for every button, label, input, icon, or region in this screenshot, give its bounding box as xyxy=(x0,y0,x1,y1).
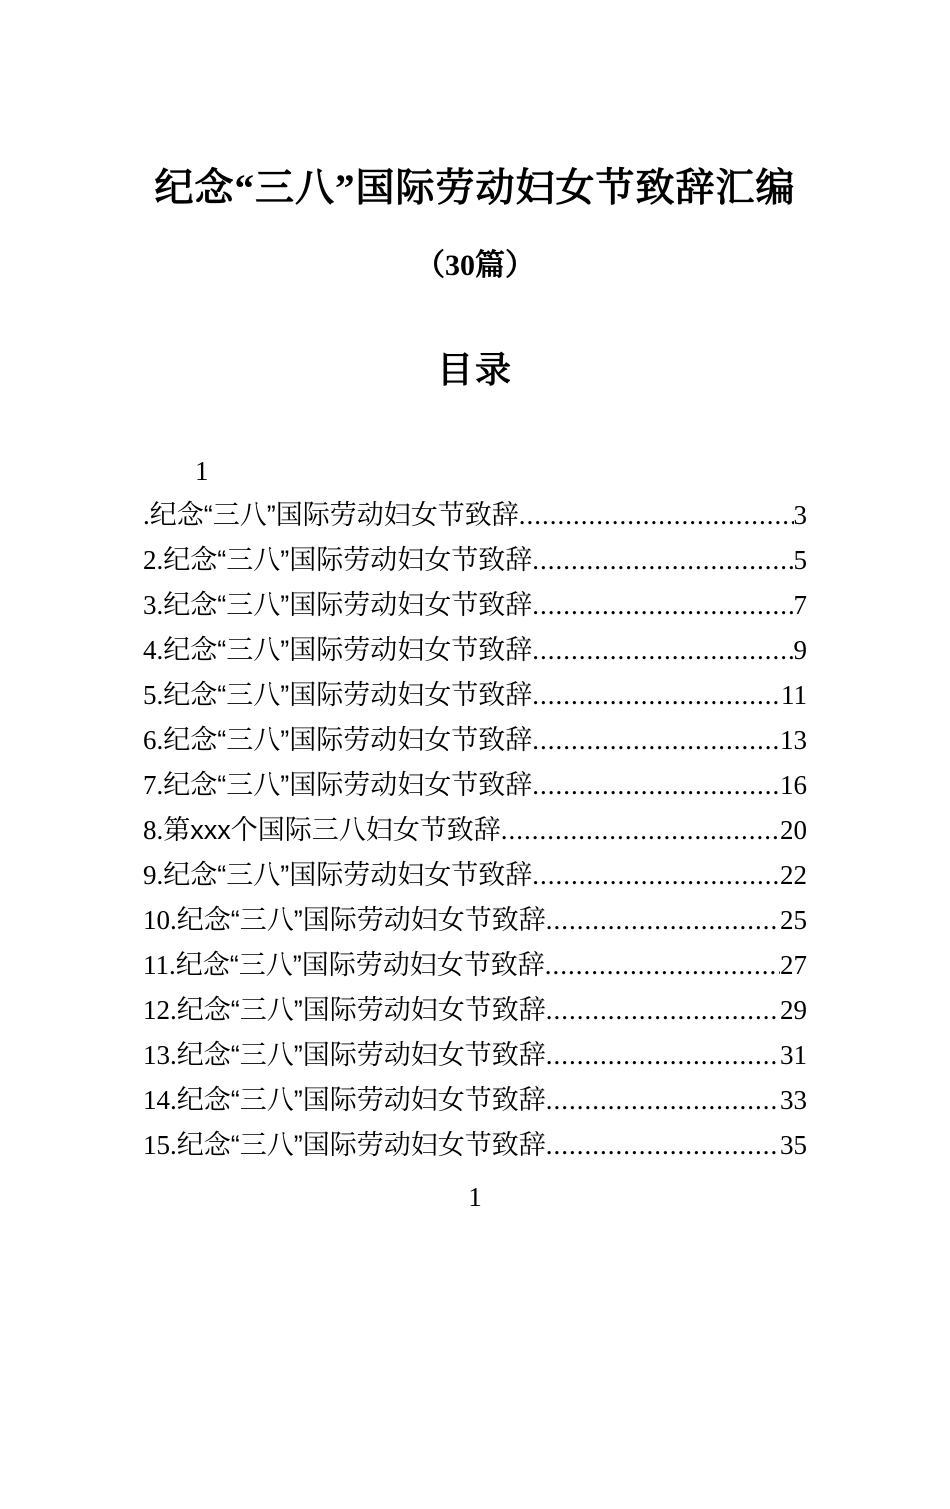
toc-leader-dots xyxy=(519,493,794,538)
toc-entry[interactable] xyxy=(143,988,807,1033)
toc-entry-title: 纪念“三八”国际劳动妇女节致辞 xyxy=(163,590,533,621)
toc-entry-number: . xyxy=(143,500,150,531)
toc-entry-number: 3. xyxy=(143,590,164,621)
toc-leader-dots xyxy=(546,1078,780,1123)
toc-leader-dots xyxy=(546,1033,780,1078)
toc-entry-page: 13 xyxy=(780,725,807,756)
document-title: 纪念“三八”国际劳动妇女节致辞汇编 xyxy=(154,167,796,210)
toc-entry[interactable] xyxy=(143,493,807,538)
toc-entry-number: 4. xyxy=(143,635,164,666)
toc-entry-title: 第xxx个国际三八妇女节致辞 xyxy=(163,815,501,846)
toc-entry[interactable] xyxy=(143,1123,807,1168)
toc-entry-page: 11 xyxy=(781,680,807,711)
toc-entry-title: 纪念“三八”国际劳动妇女节致辞 xyxy=(176,1040,546,1071)
toc-leader-dots xyxy=(501,808,780,853)
toc-entry-page: 29 xyxy=(780,995,807,1026)
toc-entry[interactable] xyxy=(143,943,807,988)
toc-entry[interactable] xyxy=(143,583,807,628)
toc-orphan-entry-number: 1 xyxy=(195,456,209,487)
toc-entry-title: 纪念“三八”国际劳动妇女节致辞 xyxy=(175,950,545,981)
toc-entry-number: 10. xyxy=(143,905,177,936)
toc-entry-page: 3 xyxy=(793,500,807,531)
toc-entry-page: 9 xyxy=(793,635,807,666)
document-page xyxy=(0,165,950,1509)
toc-leader-dots xyxy=(546,898,780,943)
toc-entry-page: 20 xyxy=(780,815,807,846)
toc-entry-number: 2. xyxy=(143,545,164,576)
toc-entry-title: 纪念“三八”国际劳动妇女节致辞 xyxy=(163,635,533,666)
toc-entry-number: 11. xyxy=(143,950,176,981)
toc-entry[interactable] xyxy=(143,898,807,943)
toc-entry-number: 12. xyxy=(143,995,177,1026)
toc-entry[interactable] xyxy=(143,538,807,583)
document-subtitle: （30篇） xyxy=(415,248,535,282)
toc-entry[interactable] xyxy=(143,673,807,718)
toc-entry-page: 33 xyxy=(780,1085,807,1116)
toc-entry-number: 5. xyxy=(143,680,164,711)
toc-leader-dots xyxy=(532,583,793,628)
toc-leader-dots xyxy=(532,538,793,583)
toc-entry-title: 纪念“三八”国际劳动妇女节致辞 xyxy=(176,995,546,1026)
toc-entry-number: 8. xyxy=(143,815,164,846)
toc-entry-page: 27 xyxy=(780,950,807,981)
toc-entry-number: 6. xyxy=(143,725,164,756)
toc-entry[interactable] xyxy=(143,808,807,853)
toc-entry-page: 22 xyxy=(780,860,807,891)
toc-entry[interactable] xyxy=(143,718,807,763)
toc-entry-number: 7. xyxy=(143,770,164,801)
toc-entry-number: 14. xyxy=(143,1085,177,1116)
toc-leader-dots xyxy=(546,988,780,1033)
toc-leader-dots xyxy=(532,718,780,763)
toc-entry-title: 纪念“三八”国际劳动妇女节致辞 xyxy=(163,860,533,891)
toc-leader-dots xyxy=(532,763,780,808)
toc-entry-page: 5 xyxy=(793,545,807,576)
toc-entry[interactable] xyxy=(143,763,807,808)
toc-entry-page: 25 xyxy=(780,905,807,936)
toc-entry-title: 纪念“三八”国际劳动妇女节致辞 xyxy=(163,770,533,801)
toc-entry-title: 纪念“三八”国际劳动妇女节致辞 xyxy=(163,545,533,576)
toc-entry[interactable] xyxy=(143,1078,807,1123)
toc-entry-title: 纪念“三八”国际劳动妇女节致辞 xyxy=(149,500,519,531)
toc-entry-page: 35 xyxy=(780,1130,807,1161)
toc-entry-number: 13. xyxy=(143,1040,177,1071)
toc-leader-dots xyxy=(546,1123,780,1168)
toc-entry-title: 纪念“三八”国际劳动妇女节致辞 xyxy=(176,905,546,936)
toc-entry-title: 纪念“三八”国际劳动妇女节致辞 xyxy=(176,1085,546,1116)
toc-heading: 目录 xyxy=(436,350,513,391)
toc-entry[interactable] xyxy=(143,853,807,898)
page-number-footer: 1 xyxy=(468,1182,482,1213)
toc-leader-dots xyxy=(532,853,780,898)
toc-entry-number: 15. xyxy=(143,1130,177,1161)
toc-leader-dots xyxy=(532,628,793,673)
toc-entry-number: 9. xyxy=(143,860,164,891)
toc-entry-page: 31 xyxy=(780,1040,807,1071)
toc-entry[interactable] xyxy=(143,628,807,673)
toc-entry-title: 纪念“三八”国际劳动妇女节致辞 xyxy=(176,1130,546,1161)
toc-leader-dots xyxy=(545,943,780,988)
toc-entry-page: 7 xyxy=(793,590,807,621)
toc-entry-title: 纪念“三八”国际劳动妇女节致辞 xyxy=(163,725,533,756)
toc-leader-dots xyxy=(532,673,781,718)
toc-list xyxy=(143,493,807,1168)
toc-entry-title: 纪念“三八”国际劳动妇女节致辞 xyxy=(163,680,533,711)
toc-entry-page: 16 xyxy=(780,770,807,801)
toc-entry[interactable] xyxy=(143,1033,807,1078)
